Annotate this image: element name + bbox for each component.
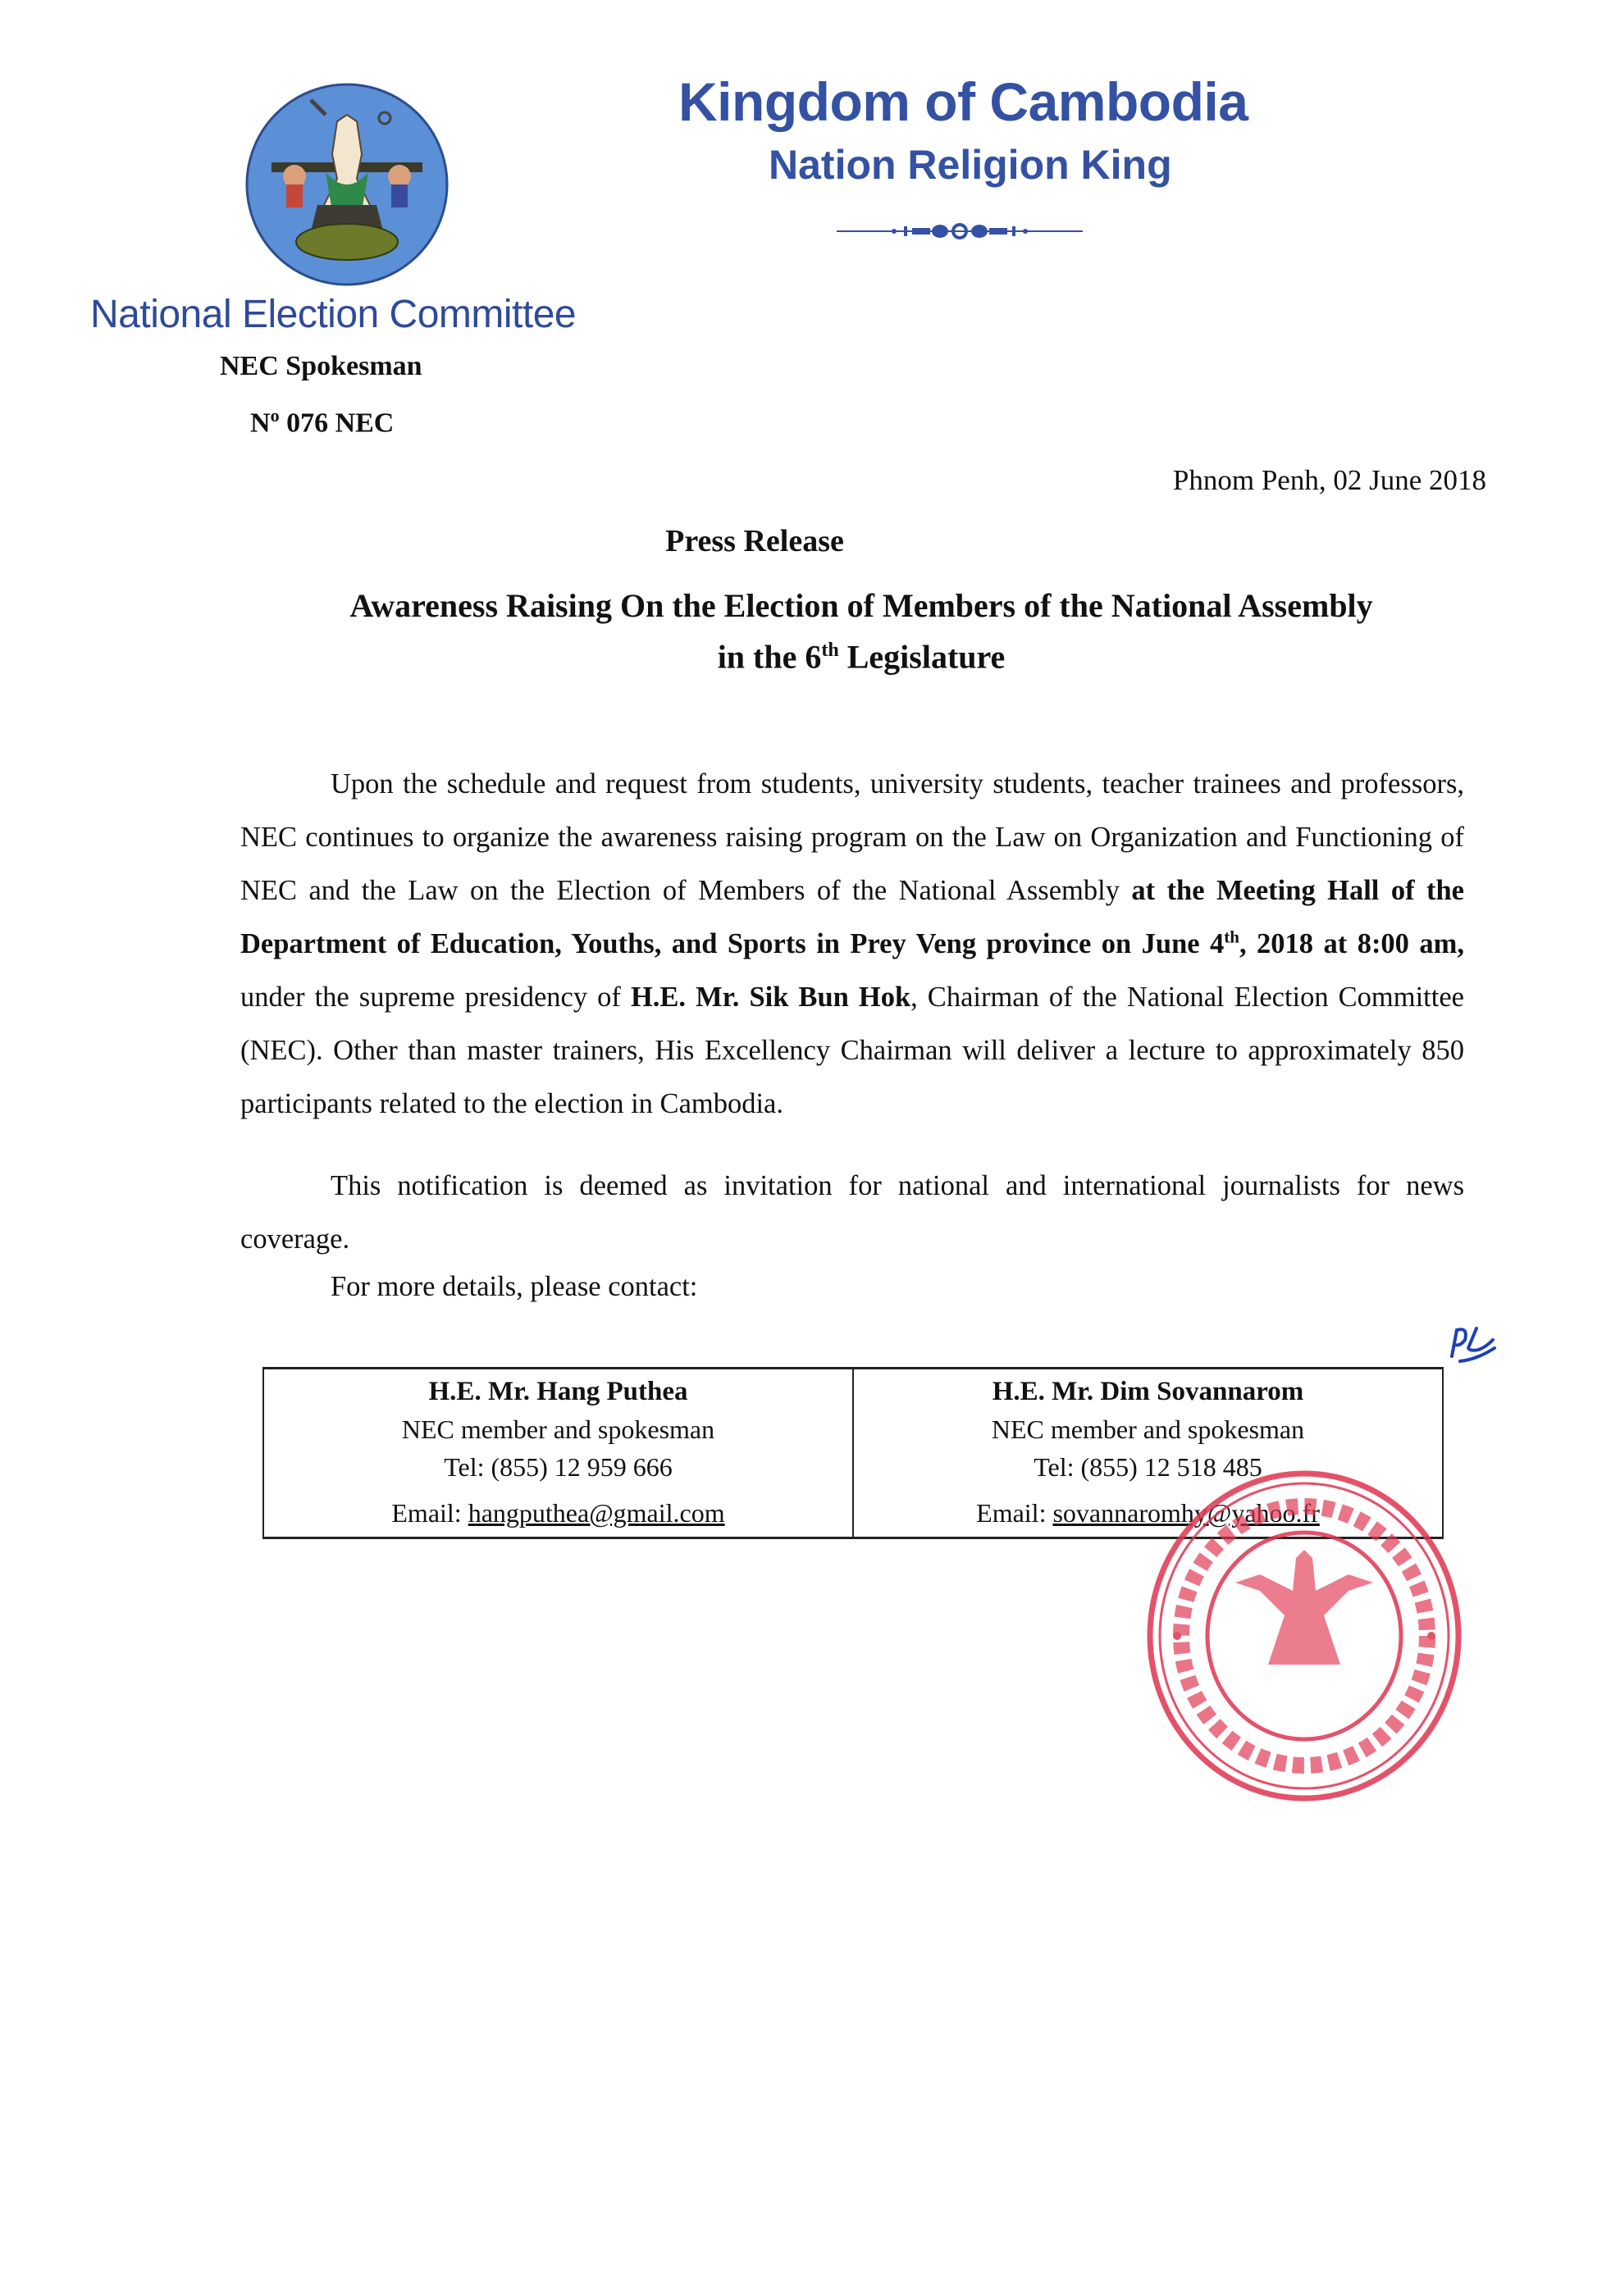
department-name: NEC Spokesman [220, 351, 422, 381]
contact-email-row: Email: hangputhea@gmail.com [391, 1498, 725, 1528]
contact-email-row: Email: sovannaromhy@yahoo.fr [976, 1498, 1320, 1528]
organization-name: National Election Committee [90, 293, 577, 336]
contact-intro: For more details, please contact: [331, 1271, 698, 1302]
nec-emblem-icon [244, 82, 450, 287]
ornamental-divider-icon [837, 221, 1083, 241]
subject-line-1: Awareness Raising On the Election of Members of the National Assembly [349, 587, 1373, 624]
document-title: Press Release [665, 524, 844, 558]
contact-phone: Tel: (855) 12 959 666 [444, 1452, 673, 1482]
subject-line-2: in the 6th Legislature [717, 638, 1006, 676]
contact-email-link[interactable]: hangputhea@gmail.com [468, 1498, 725, 1528]
date-line: Phnom Penh, 02 June 2018 [1172, 464, 1486, 496]
body-paragraph-2: This notification is deemed as invitation for national and international journalists for news coverage. [240, 1170, 1464, 1255]
body-paragraph-1: Upon the schedule and request from students, university students, teacher trainees and professors, NEC continues to organize the awareness raising program on the Law on Organization and Functioning of NEC and the Law on the Election of Members of the National Assembly at the Meeting Hall of the Department of Education, Youths, and Sports in Prey Veng province on June 4th, 2018 at 8:00 am, under the supreme presidency of H.E. Mr. Sik Bun Hok, Chairman of the National Election Committee (NEC). Other than master trainers, His Excellency Chairman will deliver a lecture to approximately 850 participants related to the election in Cambodia. [240, 768, 1464, 1119]
contact-name: H.E. Mr. Hang Puthea [428, 1377, 688, 1406]
contact-phone: Tel: (855) 12 518 485 [1034, 1452, 1262, 1482]
country-heading: Kingdom of Cambodia [678, 71, 1248, 132]
subject-heading [246, 584, 1476, 679]
handwritten-initials-icon [1444, 1323, 1501, 1369]
official-seal-icon [1144, 1468, 1464, 1804]
contact-role: NEC member and spokesman [991, 1414, 1305, 1444]
contact-role: NEC member and spokesman [401, 1414, 715, 1444]
contact-card [264, 1369, 852, 1537]
contact-email-link[interactable]: sovannaromhy@yahoo.fr [1052, 1498, 1320, 1528]
national-motto: Nation Religion King [769, 142, 1172, 188]
reference-number: $N^o$ 076 NEC [250, 405, 395, 439]
contact-name: H.E. Mr. Dim Sovannarom [992, 1377, 1304, 1406]
